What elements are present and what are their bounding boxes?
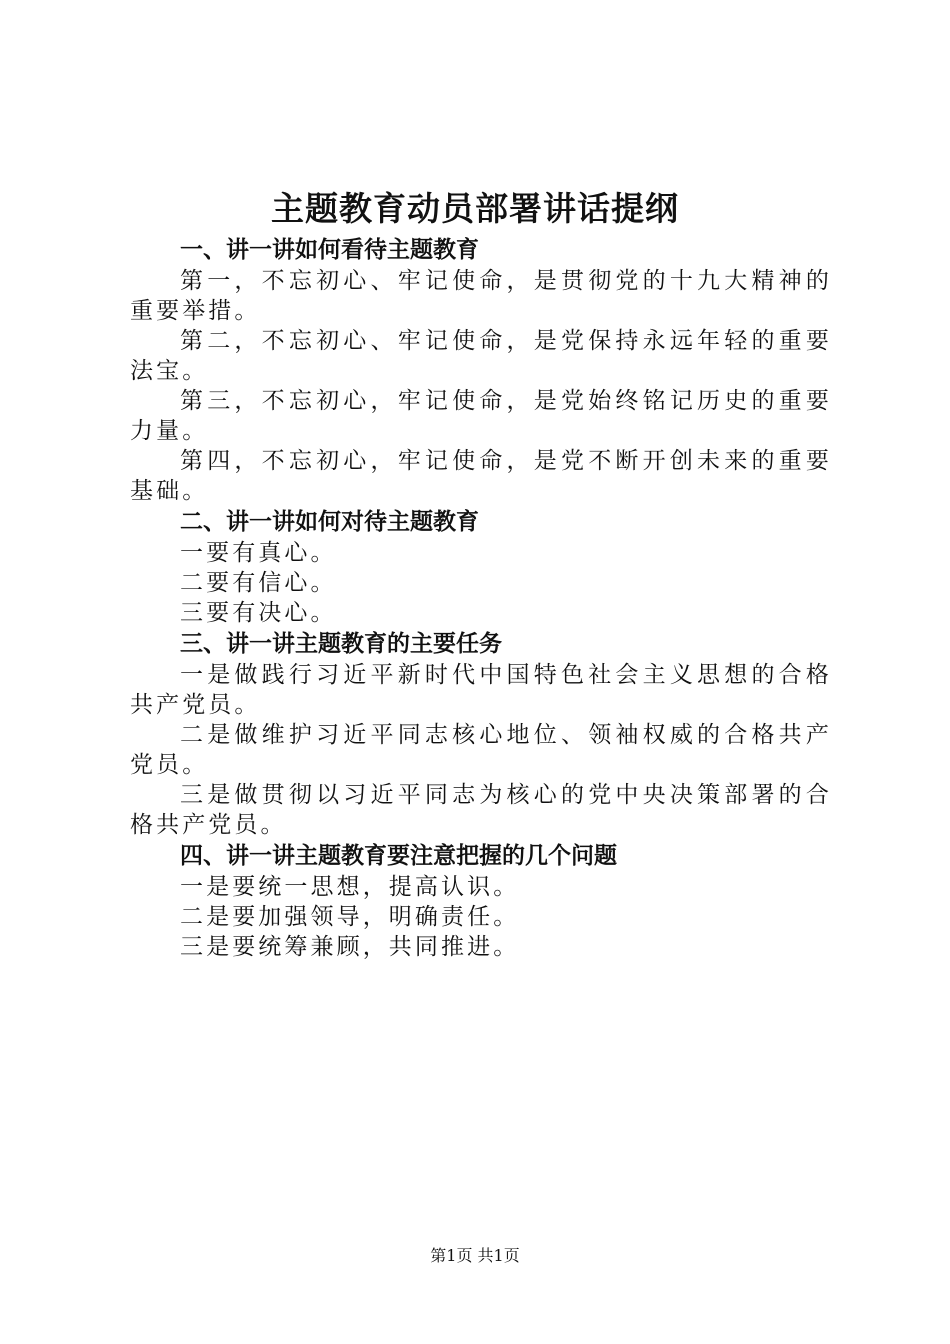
section-heading: 二、讲一讲如何对待主题教育 <box>180 509 479 535</box>
paragraph: 三要有决心。 <box>180 600 337 626</box>
paragraph: 一是做践行习近平新时代中国特色社会主义思想的合格共产党员。 <box>130 662 832 718</box>
section-heading: 四、讲一讲主题教育要注意把握的几个问题 <box>180 843 617 869</box>
document-title: 主题教育动员部署讲话提纲 <box>271 189 679 228</box>
section-3 <box>130 628 832 840</box>
section-heading: 三、讲一讲主题教育的主要任务 <box>180 631 502 657</box>
paragraph: 三是要统筹兼顾，共同推进。 <box>180 934 520 960</box>
page-footer: 第1页 共1页 <box>430 1246 520 1265</box>
section-heading: 一、讲一讲如何看待主题教育 <box>180 237 479 263</box>
paragraph: 第四，不忘初心，牢记使命，是党不断开创未来的重要基础。 <box>130 448 832 504</box>
paragraph: 第三，不忘初心，牢记使命，是党始终铭记历史的重要力量。 <box>130 388 832 444</box>
document-body <box>130 234 832 962</box>
paragraph: 第二，不忘初心、牢记使命，是党保持永远年轻的重要法宝。 <box>130 328 832 384</box>
paragraph: 一要有真心。 <box>180 540 337 566</box>
paragraph: 一是要统一思想，提高认识。 <box>180 874 520 900</box>
paragraph: 第一，不忘初心、牢记使命，是贯彻党的十九大精神的重要举措。 <box>130 268 832 324</box>
section-1 <box>130 234 832 506</box>
paragraph: 三是做贯彻以习近平同志为核心的党中央决策部署的合格共产党员。 <box>130 782 832 838</box>
paragraph: 二是做维护习近平同志核心地位、领袖权威的合格共产党员。 <box>130 722 832 778</box>
paragraph: 二要有信心。 <box>180 570 337 596</box>
paragraph: 二是要加强领导，明确责任。 <box>180 904 520 930</box>
section-2 <box>130 506 832 628</box>
section-4 <box>130 840 832 962</box>
